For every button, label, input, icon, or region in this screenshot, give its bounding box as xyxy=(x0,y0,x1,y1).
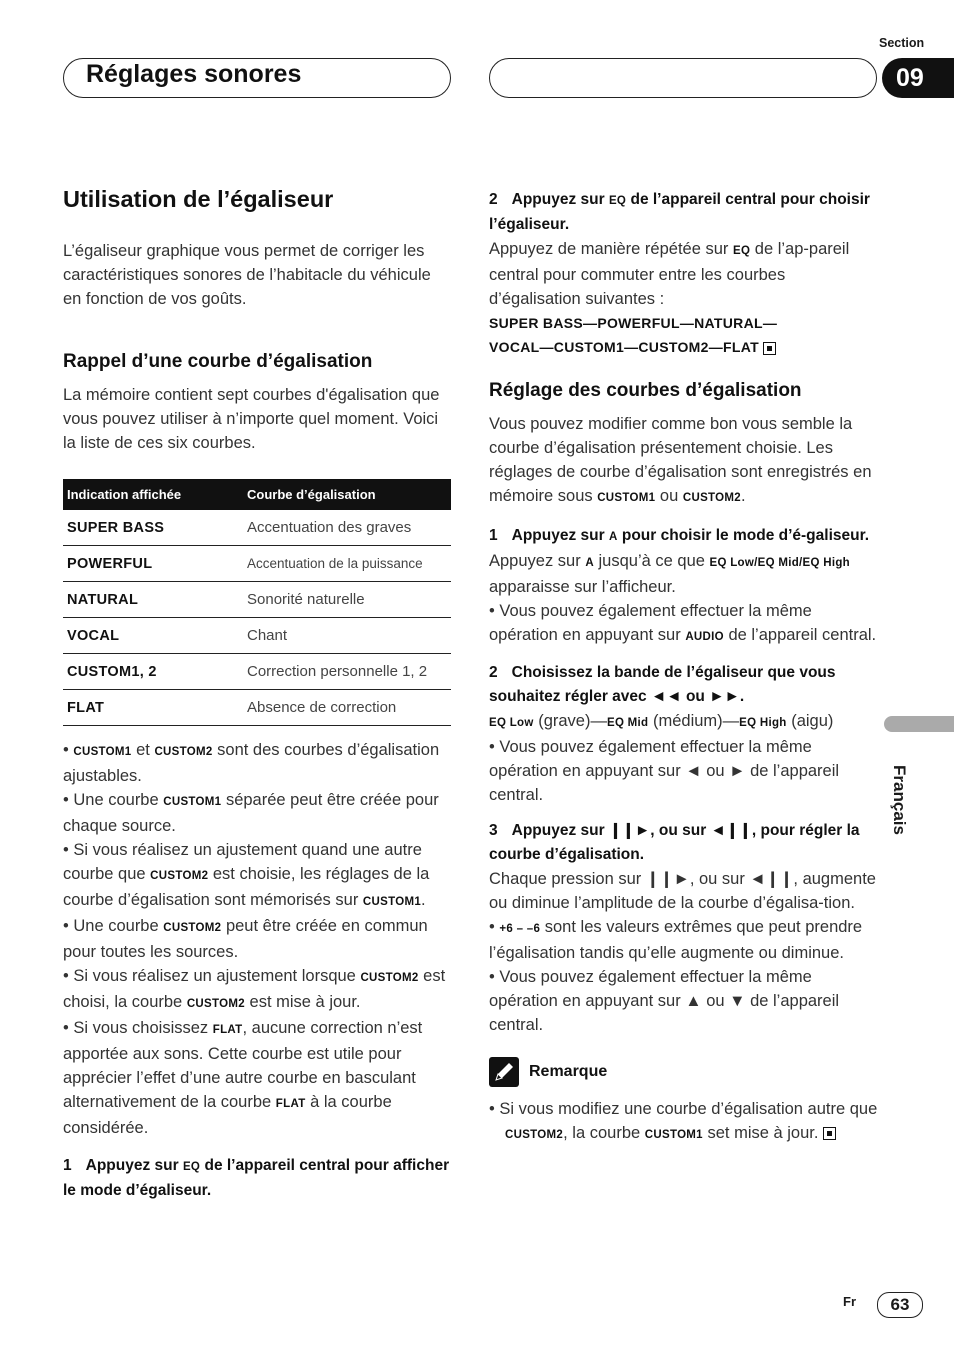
table-row xyxy=(63,690,451,726)
bullet-list xyxy=(63,738,453,1140)
bullet-custom-adjustable: • CUSTOM1 et CUSTOM2 sont des courbes d’égalisation ajustables. xyxy=(63,741,440,785)
row-courbe: Accentuation des graves xyxy=(243,510,451,546)
rappel-paragraph: La mémoire contient sept courbes d'égalisation que vous pouvez utiliser à n’importe quel moment. Voici la liste de ces six courbes. xyxy=(63,386,440,452)
row-courbe: Sonorité naturelle xyxy=(243,582,451,618)
bullet-custom1-per-source: • Une courbe CUSTOM1 séparée peut être créée pour chaque source. xyxy=(63,791,439,835)
side-tab-marker xyxy=(884,716,954,732)
row-courbe: Accentuation de la puissance xyxy=(243,546,451,582)
step-1-eq-mode: 1 Appuyez sur EQ de l’appareil central pour afficher le mode d’égaliseur. xyxy=(63,1157,450,1199)
row-courbe: Absence de correction xyxy=(243,690,451,726)
step-2-bullet: • Vous pouvez également effectuer la même opération en appuyant sur ◄ ou ► de l’appareil central. xyxy=(489,738,840,804)
table-row xyxy=(63,654,451,690)
table-row xyxy=(63,618,451,654)
note-header xyxy=(489,1057,879,1087)
reglage-paragraph: Vous pouvez modifier comme bon vous semble la courbe d’égalisation présentement choisie. Les réglages de courbe d’égalisation sont enregistrés en mémoire sous CUSTOM1 ou CUSTOM2. xyxy=(489,415,872,505)
step-1-band-mode: 1 Appuyez sur A pour choisir le mode d’é-galiseur. xyxy=(489,527,870,544)
curve-sequence-line-1: SUPER BASS—POWERFUL—NATURAL— xyxy=(489,315,778,331)
side-language-label: Français xyxy=(889,765,909,835)
step-2-bands: EQ Low (grave)—EQ Mid (médium)—EQ High (aigu) xyxy=(489,712,834,730)
curve-sequence-line-2: VOCAL—CUSTOM1—CUSTOM2—FLAT xyxy=(489,335,879,359)
step-3-text: Chaque pression sur ❙❙►, ou sur ◄❙❙, augmente ou diminue l’amplitude de la courbe d’égalisa-tion. xyxy=(489,870,876,912)
step-3-bullet-arrows: • Vous pouvez également effectuer la même opération en appuyant sur ▲ ou ▼ de l’appareil central. xyxy=(489,968,840,1034)
bullet-custom2-common: • Une courbe CUSTOM2 peut être créée en commun pour toutes les sources. xyxy=(63,917,428,961)
bullet-flat: • Si vous choisissez FLAT, aucune correction n’est apportée aux sons. Cette courbe est utile pour apprécier l’effet d’une autre courbe en basculant alternativement de la courbe FLAT à la courbe considérée. xyxy=(63,1019,423,1137)
row-courbe: Correction personnelle 1, 2 xyxy=(243,654,451,690)
section-label: Section xyxy=(879,36,925,50)
end-of-section-icon xyxy=(823,1127,836,1140)
table-header-indication: Indication affichée xyxy=(63,479,243,510)
bullet-adjust-memorized: • Si vous réalisez un ajustement quand une autre courbe que CUSTOM2 est choisie, les réglages de la courbe d’égalisation sont mémorisés sur CUSTOM1. xyxy=(63,841,430,909)
row-indication: VOCAL xyxy=(63,618,243,654)
step-3-bullet-range: • +6 – –6 sont les valeurs extrêmes que peut prendre l’égalisation tandis qu’elle augmente ou diminue. xyxy=(489,918,863,962)
note-text: • Si vous modifiez une courbe d’égalisation autre que CUSTOM2, la courbe CUSTOM1 set mise à jour. xyxy=(489,1100,878,1142)
table-header-courbe: Courbe d’égalisation xyxy=(243,479,451,510)
row-indication: CUSTOM1, 2 xyxy=(63,654,243,690)
step-2-choose-eq: 2 Appuyez sur EQ de l’appareil central pour choisir l’égaliseur. xyxy=(489,191,870,233)
note-title: Remarque xyxy=(529,1063,608,1080)
row-indication: SUPER BASS xyxy=(63,510,243,546)
main-heading: Utilisation de l’égaliseur xyxy=(63,186,334,212)
section-number: 09 xyxy=(882,58,954,98)
right-column xyxy=(489,188,879,1147)
intro-paragraph: L’égaliseur graphique vous permet de corriger les caractéristiques sonores de l’habitacle du véhicule en fonction de vos goûts. xyxy=(63,242,431,308)
note-pencil-icon xyxy=(489,1057,519,1087)
step-1-text: Appuyez sur A jusqu’à ce que EQ Low/EQ Mid/EQ High apparaisse sur l’afficheur. xyxy=(489,552,850,596)
page-number: 63 xyxy=(877,1292,923,1318)
row-indication: POWERFUL xyxy=(63,546,243,582)
step-1-bullet: • Vous pouvez également effectuer la même opération en appuyant sur AUDIO de l’appareil central. xyxy=(489,602,877,644)
step-3-adjust: 3 Appuyez sur ❙❙►, ou sur ◄❙❙, pour régler la courbe d’égalisation. xyxy=(489,822,860,863)
step-2-text: Appuyez de manière répétée sur EQ de l’ap-pareil central pour commuter entre les courbes d’égalisation suivantes : xyxy=(489,240,850,308)
row-indication: FLAT xyxy=(63,690,243,726)
end-of-section-icon xyxy=(763,342,776,355)
row-courbe: Chant xyxy=(243,618,451,654)
header-empty-pill xyxy=(489,58,877,98)
page-title: Réglages sonores xyxy=(86,60,302,88)
row-indication: NATURAL xyxy=(63,582,243,618)
bullet-custom2-update: • Si vous réalisez un ajustement lorsque CUSTOM2 est choisi, la courbe CUSTOM2 est mise à jour. xyxy=(63,967,446,1011)
left-column xyxy=(63,186,453,1203)
eq-curves-table xyxy=(63,479,451,726)
subheading-reglage: Réglage des courbes d’égalisation xyxy=(489,380,802,401)
table-row xyxy=(63,510,451,546)
footer-lang-code: Fr xyxy=(843,1294,856,1309)
table-row xyxy=(63,582,451,618)
step-2-band-select: 2 Choisissez la bande de l’égaliseur que vous souhaitez régler avec ◄◄ ou ►►. xyxy=(489,664,836,705)
table-row xyxy=(63,546,451,582)
subheading-rappel: Rappel d’une courbe d’égalisation xyxy=(63,351,373,372)
